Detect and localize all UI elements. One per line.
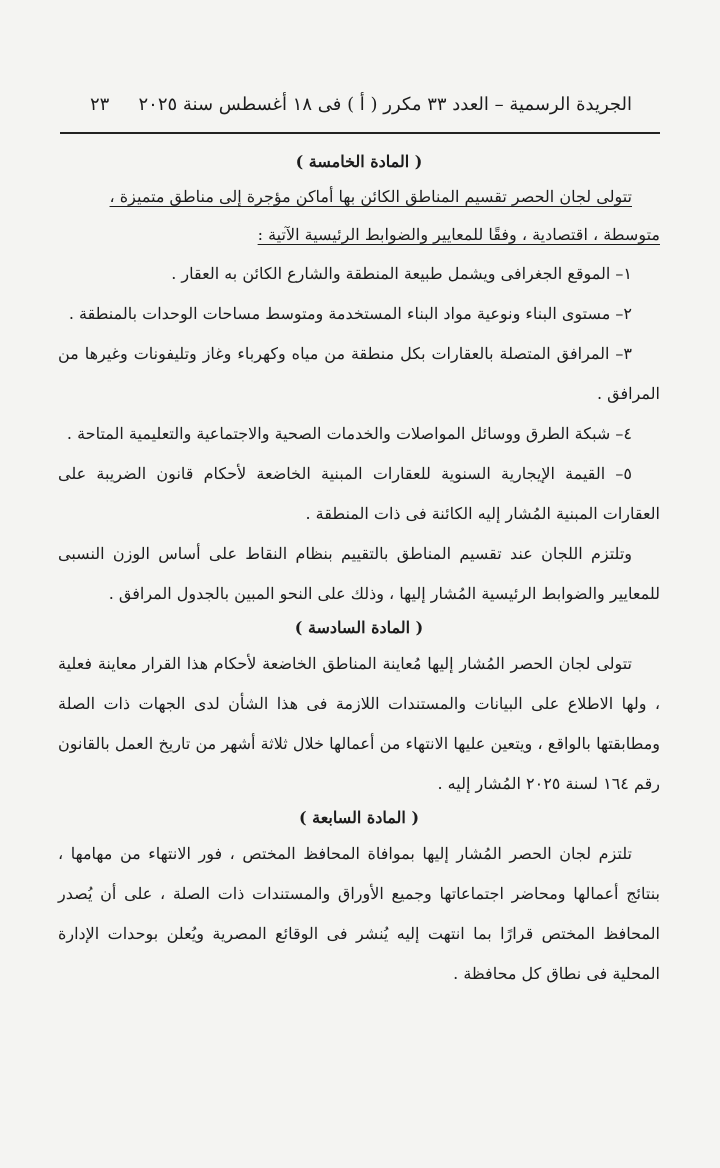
article-5-item-3: ٣– المرافق المتصلة بالعقارات بكل منطقة من مياه وكهرباء وغاز وتليفونات وغيرها من المرافق .	[58, 344, 660, 403]
page-content	[58, 148, 660, 994]
article-5-item-2: ٢– مستوى البناء ونوعية مواد البناء المستخدمة ومتوسط مساحات الوحدات بالمنطقة .	[68, 304, 632, 323]
article-6-body: تتولى لجان الحصر المُشار إليها مُعاينة المناطق الخاضعة لأحكام هذا القرار معاينة فعلية ، ولها الاطلاع على البيانات والمستندات اللازمة فى هذا الشأن لدى الجهات ذات الصلة ومطابقتها بالواقع ، ويتعين عليها الانتهاء من أعمالها خلال ثلاثة أشهر من تاريخ العمل بالقانون رقم ١٦٤ لسنة ٢٠٢٥ المُشار إليه .	[58, 654, 661, 793]
article-5-item-5: ٥– القيمة الإيجارية السنوية للعقارات المبنية الخاضعة لأحكام قانون الضريبة على العقارات المبنية المُشار إليه الكائنة فى ذات المنطقة .	[58, 464, 660, 523]
article-5-item-4: ٤– شبكة الطرق ووسائل المواصلات والخدمات الصحية والاجتماعية والتعليمية المتاحة .	[66, 424, 632, 443]
article-7-body: تلتزم لجان الحصر المُشار إليها بموافاة المحافظ المختص ، فور الانتهاء من مهامها ، بنتائج أعمالها ومحاضر اجتماعاتها وجميع الأوراق والمستندات ذات الصلة ، على أن يُصدر المحافظ المختص قرارًا بما انتهت إليه يُنشر فى الوقائع المصرية ويُعلن بوحدات الإدارة المحلية فى نطاق كل محافظة .	[58, 844, 660, 983]
page-number: ٢٣	[90, 93, 110, 115]
article-7-title: ( المادة السابعة )	[298, 808, 420, 827]
article-6-title: ( المادة السادسة )	[294, 618, 424, 637]
article-5-intro-line-1	[58, 178, 660, 216]
article-5-intro-text-1: تتولى لجان الحصر تقسيم المناطق الكائن بها أماكن مؤجرة إلى مناطق متميزة ،	[109, 187, 632, 206]
article-5-title: ( المادة الخامسة )	[295, 152, 423, 171]
page-header	[90, 88, 632, 120]
article-5-intro-line-2	[58, 216, 660, 254]
header-title: الجريدة الرسمية – العدد ٣٣ مكرر ( أ ) فى ١٨ أغسطس سنة ٢٠٢٥	[138, 93, 632, 115]
header-divider	[60, 132, 660, 134]
article-5-closing: وتلتزم اللجان عند تقسيم المناطق بالتقييم بنظام النقاط على أساس الوزن النسبى للمعايير والضوابط الرئيسية المُشار إليها ، وذلك على النحو المبين بالجدول المرافق .	[58, 544, 660, 603]
article-5-intro-text-2: متوسطة ، اقتصادية ، وفقًا للمعايير والضوابط الرئيسية الآتية :	[257, 225, 660, 244]
article-5-item-1: ١– الموقع الجغرافى ويشمل طبيعة المنطقة والشارع الكائن به العقار .	[171, 264, 632, 283]
